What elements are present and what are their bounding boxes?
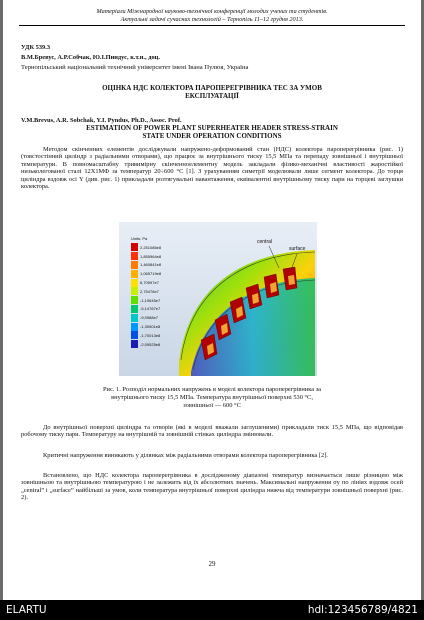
legend-value: -5,14767e7 <box>140 306 161 312</box>
authors-ua: В.М.Бревус, А.Р.Собчак, Ю.І.Пиндус, к.т.н., доц. <box>21 54 160 61</box>
legend-swatch <box>131 296 138 304</box>
paragraph-conditions: До внутрішньої поверхні циліндра та отворів (які в моделі вважали заглушеними) прикладали тиск 15,5 МПа, що відповідав робочому тиску пари. Температуру на внутрішній та зовнішній стінках циліндра змінювали. <box>21 424 403 439</box>
legend-swatch <box>131 270 138 278</box>
legend-value: 2,75476e7 <box>140 288 159 294</box>
legend-row <box>131 313 175 322</box>
legend-value: -1,19645e7 <box>140 297 161 303</box>
paragraph-intro: Методом скінченних елементів досліджували напружено-деформований стан (НДС) колектора пароперегрівника (рис. 1) (товстостінний циліндр з радіальними отворами), що працює за внутрішнього тиску 15,5 МПа та перепаду зовнішньої і внутрішньої температури. В повномасштабну тривимірну скінченноелементну модель закладали фізико-механічні властивості жаростійкої низьколегованої сталі 12Х1МФ за температур 20÷600 °С [1]. З урахуванням симетрії моделювали лише сегмент колектора. До торця циліндра вздовж осі Y (див. рис. 1) прикладали розтягувальні навантаження, еквівалентні внутрішньому тиску пари на торцеві заглушки колектора. <box>21 146 403 191</box>
legend-row <box>131 322 175 331</box>
paragraph-results: Встановлено, що НДС колектора пароперегрівника в дослідженому діапазоні температур визначається лише різницею між зовнішньою та внутрішньою температурою і не залежить від їх абсолютних значень. Максимальні напруження σy по лініях вздовж осей „central” і „surface” найбільші за умов, коли температура внутрішньої поверхні циліндра нижча від температури зовнішньої поверхні (рис. 2). <box>21 472 403 502</box>
stress-legend <box>131 236 175 347</box>
figure-stress-model <box>119 222 317 376</box>
title-en-line-2: STATE UNDER OPERATION CONDITIONS <box>142 132 282 140</box>
repository-footer <box>0 600 424 620</box>
label-surface: surface <box>289 246 306 252</box>
legend-swatch <box>131 243 138 251</box>
paragraph-critical: Критичні напруження виникають у ділянках між радіальними отворами колектора пароперегрівника [2]. <box>43 452 328 459</box>
handle-link[interactable]: hdl:123456789/4821 <box>307 604 418 616</box>
legend-row <box>131 340 175 349</box>
legend-swatch <box>131 252 138 260</box>
legend-row <box>131 252 175 261</box>
page-number: 29 <box>208 560 216 568</box>
legend-value: -1,70013e8 <box>140 332 161 338</box>
udk-code: УДК 539.3 <box>21 44 51 51</box>
header-line-2: Актуальні задачі сучасних технологій – Тернопіль 11–12 грудня 2013. <box>120 16 304 23</box>
affiliation: Тернопільський національний технічний університет імені Івана Пулюя, Україна <box>21 64 249 71</box>
legend-value: -1,30501e8 <box>140 324 161 330</box>
title-ua-line-2: ЕКСПЛУАТАЦІЇ <box>185 92 239 100</box>
legend-value: 2,251086e8 <box>140 244 162 250</box>
legend-swatch <box>131 261 138 269</box>
legend-row <box>131 261 175 270</box>
legend-swatch <box>131 287 138 295</box>
label-central: central <box>257 239 273 245</box>
legend-row <box>131 296 175 305</box>
title-ua-line-1: ОЦІНКА НДС КОЛЕКТОРА ПАРОПЕРЕГРІВНИКА ТЕС ЗА УМОВ <box>102 84 322 92</box>
legend-value: 1,460841e8 <box>140 262 162 268</box>
figure-caption-line-1: Рис. 1. Розподіл нормальних напружень в моделі колектора пароперегрівника за <box>103 386 321 393</box>
paper-page <box>3 0 421 600</box>
legend-units: Units: Pa <box>131 236 148 241</box>
legend-swatch <box>131 305 138 313</box>
legend-swatch <box>131 279 138 287</box>
legend-value: 1,065719e8 <box>140 271 162 277</box>
legend-row <box>131 269 175 278</box>
legend-row <box>131 243 175 252</box>
legend-swatch <box>131 323 138 331</box>
legend-swatch <box>131 331 138 339</box>
legend-row <box>131 305 175 314</box>
legend-row <box>131 287 175 296</box>
legend-value: 1,855964e8 <box>140 253 162 259</box>
figure-caption-line-2: внутрішнього тиску 15,5 МПа. Температура внутрішньої поверхні 530 °С, <box>111 394 313 401</box>
legend-swatch <box>131 340 138 348</box>
legend-row <box>131 278 175 287</box>
conference-header <box>19 8 405 26</box>
header-line-1: Матеріали Міжнародної науково-технічної конференції молодих учених та студентів. <box>96 8 328 15</box>
repository-name: ELARTU <box>6 604 47 616</box>
authors-en: V.M.Brevus, A.R. Sobchak, Y.I. Pyndus, Ph.D., Assoc. Prof. <box>21 117 182 124</box>
legend-swatch <box>131 314 138 322</box>
figure-caption-line-3: зовнішньої — 600 °С <box>183 402 241 409</box>
legend-row <box>131 331 175 340</box>
title-en-line-1: ESTIMATION OF POWER PLANT SUPERHEATER HEADER STRESS-STRAIN <box>86 124 338 132</box>
legend-value: -2,09525e8 <box>140 341 161 347</box>
legend-value: 6,70597e7 <box>140 280 159 286</box>
legend-value: -9,0988e7 <box>140 315 159 321</box>
